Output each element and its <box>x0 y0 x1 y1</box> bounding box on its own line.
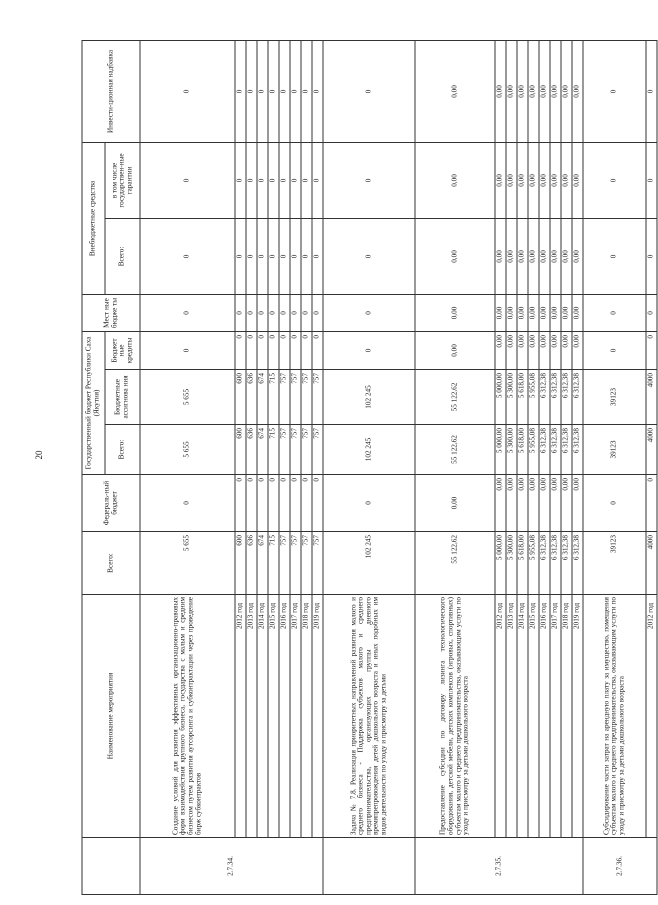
value-cell: 102 245 <box>323 532 415 595</box>
year-row <box>539 40 550 894</box>
year-row <box>246 40 257 894</box>
value-cell: 5 000,00 <box>495 425 506 475</box>
year-label: 2018 год <box>561 595 572 838</box>
value-cell: 0 <box>301 218 312 294</box>
value-cell: 0 <box>290 218 301 294</box>
value-cell: 0 <box>257 40 268 142</box>
section-row <box>583 40 646 894</box>
value-cell: 0 <box>279 331 290 369</box>
value-cell: 0,00 <box>550 331 561 369</box>
value-cell: 6 312,38 <box>550 425 561 475</box>
value-cell: 0 <box>290 475 301 532</box>
value-cell: 0 <box>279 475 290 532</box>
value-cell: 0,00 <box>506 40 517 142</box>
value-cell: 0 <box>268 142 279 218</box>
value-cell: 0 <box>583 142 646 218</box>
year-row <box>572 40 583 894</box>
value-cell: 715 <box>268 532 279 595</box>
col-offbudget-group-header: Внебюджетные средства <box>82 142 105 294</box>
value-cell: 0,00 <box>517 294 528 331</box>
year-label: 2018 год <box>301 595 312 838</box>
col-offbudget-guar-header: в том числе государствен-ные гарантии <box>105 142 140 218</box>
value-cell: 674 <box>257 425 268 475</box>
year-label: 2015 год <box>268 595 279 838</box>
value-cell: 0,00 <box>506 218 517 294</box>
value-cell: 0 <box>646 331 657 369</box>
value-cell: 0 <box>583 331 646 369</box>
value-cell: 0 <box>583 294 646 331</box>
value-cell: 5 300,00 <box>506 370 517 425</box>
value-cell: 0 <box>323 40 415 142</box>
value-cell: 0,00 <box>495 475 506 532</box>
value-cell: 5 955,08 <box>528 370 539 425</box>
col-local-header: Мест ные бюдже ты <box>82 294 140 331</box>
value-cell: 0,00 <box>550 475 561 532</box>
value-cell: 757 <box>290 370 301 425</box>
value-cell: 0,00 <box>528 40 539 142</box>
col-name-header: Наименование мероприятия <box>82 595 140 838</box>
value-cell: 0,00 <box>539 475 550 532</box>
year-label: 2015 год <box>528 595 539 838</box>
value-cell: 0 <box>583 40 646 142</box>
year-row <box>517 40 528 894</box>
year-label: 2012 год <box>235 595 246 838</box>
value-cell: 0 <box>246 331 257 369</box>
value-cell: 0,00 <box>495 294 506 331</box>
col-offbudget-total-header: Всего: <box>105 218 140 294</box>
value-cell: 0,00 <box>506 294 517 331</box>
value-cell: 0 <box>323 294 415 331</box>
value-cell: 0 <box>583 475 646 532</box>
value-cell: 0,00 <box>572 475 583 532</box>
value-cell: 39123 <box>583 425 646 475</box>
row-number: 2.7.35. <box>415 838 583 895</box>
value-cell: 0 <box>235 331 246 369</box>
section-row <box>323 40 415 894</box>
value-cell: 0,00 <box>415 331 495 369</box>
year-row <box>235 40 246 894</box>
value-cell: 0,00 <box>572 40 583 142</box>
row-number: 2.7.34. <box>140 838 323 895</box>
value-cell: 0 <box>312 294 323 331</box>
value-cell: 0 <box>312 142 323 218</box>
value-cell: 600 <box>235 425 246 475</box>
value-cell: 5 618,00 <box>517 532 528 595</box>
value-cell: 0,00 <box>495 331 506 369</box>
activity-name: Предоставление субсидии по договору лизинга технологического оборудования, детской мебели, детских комплексов (игровых, спортивных) субъектам малого и среднего предпринимательства, оказывающим услуги по уходу и присмотру за детьми дошкольного возраста <box>415 595 495 838</box>
value-cell: 0,00 <box>539 331 550 369</box>
col-state-total-header: Всего: <box>105 425 140 475</box>
value-cell: 757 <box>290 425 301 475</box>
value-cell: 0,00 <box>506 142 517 218</box>
year-label: 2012 год <box>495 595 506 838</box>
activity-name: Создание условий для развития эффективных организационно-правовых форм взаимодействия крупного бизнеса, государства с малым и средним бизнесом путем развития аутсорсинга и субконтрактации через проведение бирж субконтрактов <box>140 595 235 838</box>
value-cell: 757 <box>312 425 323 475</box>
value-cell: 636 <box>246 370 257 425</box>
value-cell: 0,00 <box>415 40 495 142</box>
value-cell: 0,00 <box>528 475 539 532</box>
value-cell: 102 245 <box>323 425 415 475</box>
value-cell: 0,00 <box>572 218 583 294</box>
value-cell: 0 <box>646 40 657 142</box>
value-cell: 674 <box>257 532 268 595</box>
value-cell: 0 <box>646 218 657 294</box>
value-cell: 5 618,00 <box>517 425 528 475</box>
value-cell: 0 <box>279 40 290 142</box>
value-cell: 0,00 <box>572 294 583 331</box>
col-state-alloc-header: Бюджетные ассигнова ния <box>105 370 140 425</box>
value-cell: 0,00 <box>550 218 561 294</box>
value-cell: 6 312,38 <box>561 425 572 475</box>
value-cell: 5 300,00 <box>506 532 517 595</box>
value-cell: 0 <box>312 331 323 369</box>
value-cell: 0 <box>290 331 301 369</box>
value-cell: 55 122,62 <box>415 425 495 475</box>
value-cell: 715 <box>268 370 279 425</box>
year-row <box>550 40 561 894</box>
year-label: 2013 год <box>246 595 257 838</box>
value-cell: 0 <box>246 475 257 532</box>
value-cell: 0 <box>646 142 657 218</box>
value-cell: 0 <box>279 218 290 294</box>
value-cell: 0 <box>235 475 246 532</box>
value-cell: 0 <box>301 40 312 142</box>
year-label: 2014 год <box>257 595 268 838</box>
year-row <box>646 40 657 894</box>
col-invest-header: Инвести-ционная надбавка <box>82 40 140 142</box>
year-row <box>312 40 323 894</box>
value-cell: 0,00 <box>517 40 528 142</box>
value-cell: 6 312,38 <box>539 532 550 595</box>
value-cell: 0 <box>323 218 415 294</box>
value-cell: 0 <box>301 142 312 218</box>
value-cell: 0,00 <box>572 331 583 369</box>
value-cell: 0 <box>235 142 246 218</box>
value-cell: 0,00 <box>561 40 572 142</box>
col-total-header: Всего: <box>82 532 140 595</box>
value-cell: 6 312,38 <box>550 370 561 425</box>
value-cell: 757 <box>279 370 290 425</box>
row-number <box>323 838 415 895</box>
value-cell: 0,00 <box>539 142 550 218</box>
value-cell: 5 655 <box>140 425 235 475</box>
value-cell: 0 <box>323 331 415 369</box>
value-cell: 0 <box>268 331 279 369</box>
budget-table <box>82 40 658 895</box>
value-cell: 0 <box>646 475 657 532</box>
value-cell: 6 312,38 <box>561 532 572 595</box>
value-cell: 0 <box>257 142 268 218</box>
value-cell: 0 <box>257 294 268 331</box>
value-cell: 0 <box>646 294 657 331</box>
value-cell: 39123 <box>583 532 646 595</box>
value-cell: 0,00 <box>539 218 550 294</box>
value-cell: 0,00 <box>539 40 550 142</box>
row-number: 2.7.36. <box>583 838 657 895</box>
value-cell: 55 122,62 <box>415 370 495 425</box>
value-cell: 39123 <box>583 370 646 425</box>
value-cell: 0 <box>290 40 301 142</box>
value-cell: 0 <box>268 218 279 294</box>
value-cell: 0,00 <box>415 294 495 331</box>
value-cell: 0 <box>323 475 415 532</box>
value-cell: 600 <box>235 532 246 595</box>
value-cell: 0,00 <box>539 294 550 331</box>
value-cell: 0 <box>140 142 235 218</box>
value-cell: 636 <box>246 532 257 595</box>
year-label: 2013 год <box>506 595 517 838</box>
value-cell: 0,00 <box>415 142 495 218</box>
value-cell: 0,00 <box>495 218 506 294</box>
year-row <box>506 40 517 894</box>
value-cell: 757 <box>301 425 312 475</box>
year-row <box>279 40 290 894</box>
value-cell: 6 312,38 <box>539 370 550 425</box>
col-federal-header: Федераль-ный бюджет <box>82 475 140 532</box>
value-cell: 5 000,00 <box>495 532 506 595</box>
value-cell: 674 <box>257 370 268 425</box>
value-cell: 0,00 <box>517 218 528 294</box>
value-cell: 5 955,08 <box>528 532 539 595</box>
budget-table-sheet <box>82 41 655 895</box>
year-row <box>257 40 268 894</box>
value-cell: 757 <box>279 532 290 595</box>
value-cell: 0,00 <box>506 475 517 532</box>
value-cell: 0,00 <box>561 475 572 532</box>
value-cell: 0 <box>268 294 279 331</box>
section-row <box>415 40 495 894</box>
value-cell: 4000 <box>646 532 657 595</box>
value-cell: 5 000,00 <box>495 370 506 425</box>
value-cell: 0 <box>246 40 257 142</box>
value-cell: 0 <box>312 40 323 142</box>
value-cell: 0 <box>301 475 312 532</box>
col-state-group-header: Государственный бюджет Республики Саха (Якутия) <box>82 331 105 474</box>
year-label: 2019 год <box>572 595 583 838</box>
value-cell: 757 <box>301 532 312 595</box>
year-label: 2016 год <box>539 595 550 838</box>
value-cell: 0,00 <box>550 142 561 218</box>
value-cell: 0 <box>257 218 268 294</box>
value-cell: 0,00 <box>517 142 528 218</box>
value-cell: 0 <box>323 142 415 218</box>
value-cell: 0,00 <box>572 142 583 218</box>
value-cell: 0,00 <box>528 142 539 218</box>
value-cell: 757 <box>301 370 312 425</box>
value-cell: 5 655 <box>140 532 235 595</box>
value-cell: 0 <box>257 475 268 532</box>
value-cell: 0 <box>235 294 246 331</box>
value-cell: 0 <box>235 40 246 142</box>
value-cell: 0,00 <box>495 40 506 142</box>
value-cell: 6 312,38 <box>539 425 550 475</box>
value-cell: 0 <box>312 475 323 532</box>
value-cell: 6 312,38 <box>550 532 561 595</box>
value-cell: 757 <box>312 532 323 595</box>
year-row <box>528 40 539 894</box>
year-label: 2014 год <box>517 595 528 838</box>
year-label: 2017 год <box>290 595 301 838</box>
value-cell: 0,00 <box>495 142 506 218</box>
year-row <box>290 40 301 894</box>
value-cell: 0 <box>290 294 301 331</box>
value-cell: 0,00 <box>506 331 517 369</box>
value-cell: 0,00 <box>415 218 495 294</box>
value-cell: 0,00 <box>517 475 528 532</box>
col-num-header <box>82 838 140 895</box>
value-cell: 5 618,00 <box>517 370 528 425</box>
activity-name: Задача № 7.8. Реализация приоритетных направлений развития малого и среднего бизнеса - Поддержка субъектов малого и среднего предпринимательства, организующих группы дневного времяпрепровождения детей дошкольного возраста и иных подобных им видов деятельности по уходу и присмотру за детьми <box>323 595 415 838</box>
value-cell: 4000 <box>646 370 657 425</box>
value-cell: 0 <box>235 218 246 294</box>
value-cell: 0 <box>140 475 235 532</box>
value-cell: 0 <box>246 294 257 331</box>
value-cell: 0,00 <box>561 294 572 331</box>
value-cell: 5 955,08 <box>528 425 539 475</box>
value-cell: 600 <box>235 370 246 425</box>
value-cell: 757 <box>279 425 290 475</box>
value-cell: 0 <box>140 218 235 294</box>
value-cell: 0 <box>301 331 312 369</box>
year-label: 2017 год <box>550 595 561 838</box>
value-cell: 0,00 <box>561 142 572 218</box>
value-cell: 0 <box>268 40 279 142</box>
table-body <box>140 40 657 894</box>
value-cell: 757 <box>312 370 323 425</box>
year-row <box>561 40 572 894</box>
value-cell: 0,00 <box>517 331 528 369</box>
year-label: 2019 год <box>312 595 323 838</box>
col-state-credit-header: Бюджет ные кредиты <box>105 331 140 369</box>
year-label: 2012 год <box>646 595 657 838</box>
year-label: 2016 год <box>279 595 290 838</box>
value-cell: 0,00 <box>550 294 561 331</box>
value-cell: 0,00 <box>561 331 572 369</box>
year-row <box>301 40 312 894</box>
value-cell: 757 <box>290 532 301 595</box>
value-cell: 0,00 <box>528 218 539 294</box>
value-cell: 102 245 <box>323 370 415 425</box>
value-cell: 0,00 <box>550 40 561 142</box>
value-cell: 0 <box>279 142 290 218</box>
section-row <box>140 40 235 894</box>
activity-name: Субсидирование части затрат на арендную плату за имущество, помещения субъектам малого и среднего предпринимательства, оказывающим услуги по уходу и присмотру за детьми дошкольного возраста <box>583 595 646 838</box>
value-cell: 0,00 <box>561 218 572 294</box>
value-cell: 0 <box>290 142 301 218</box>
page-number: 20 <box>34 450 44 460</box>
header-row-1 <box>82 40 105 894</box>
value-cell: 6 312,38 <box>572 425 583 475</box>
value-cell: 5 655 <box>140 370 235 425</box>
value-cell: 6 312,38 <box>572 532 583 595</box>
value-cell: 0,00 <box>415 475 495 532</box>
value-cell: 6 312,38 <box>561 370 572 425</box>
value-cell: 0 <box>140 294 235 331</box>
value-cell: 55 122,62 <box>415 532 495 595</box>
value-cell: 0 <box>301 294 312 331</box>
value-cell: 715 <box>268 425 279 475</box>
value-cell: 6 312,38 <box>572 370 583 425</box>
value-cell: 0 <box>279 294 290 331</box>
value-cell: 636 <box>246 425 257 475</box>
value-cell: 0 <box>583 218 646 294</box>
value-cell: 0 <box>257 331 268 369</box>
year-row <box>495 40 506 894</box>
value-cell: 0 <box>268 475 279 532</box>
value-cell: 0,00 <box>528 331 539 369</box>
value-cell: 4000 <box>646 425 657 475</box>
year-row <box>268 40 279 894</box>
value-cell: 0 <box>312 218 323 294</box>
value-cell: 0 <box>140 331 235 369</box>
value-cell: 0 <box>140 40 235 142</box>
value-cell: 0,00 <box>528 294 539 331</box>
value-cell: 0 <box>246 218 257 294</box>
value-cell: 5 300,00 <box>506 425 517 475</box>
value-cell: 0 <box>246 142 257 218</box>
